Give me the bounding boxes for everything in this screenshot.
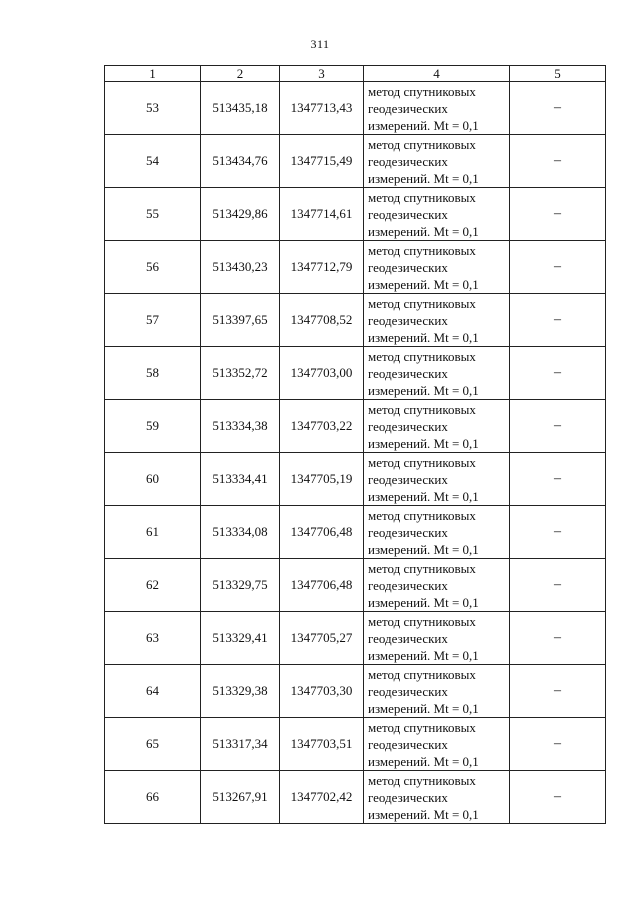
x-coordinate-cell: 513429,86	[201, 188, 280, 241]
method-line-3: измерений. Mt = 0,1	[368, 382, 479, 398]
note-cell: –	[510, 718, 606, 771]
method-line-1: метод спутниковых	[368, 454, 476, 470]
method-line-2: геодезических	[368, 789, 448, 805]
method-line-1: метод спутниковых	[368, 242, 476, 258]
method-line-3: измерений. Mt = 0,1	[368, 806, 479, 822]
point-number-cell: 58	[105, 347, 201, 400]
y-coordinate-cell: 1347702,42	[280, 771, 364, 824]
header-cell-5: 5	[510, 66, 606, 82]
method-line-2: геодезических	[368, 206, 448, 222]
method-line-3: измерений. Mt = 0,1	[368, 117, 479, 133]
method-line-1: метод спутниковых	[368, 83, 476, 99]
method-cell	[364, 400, 510, 453]
table-header	[105, 66, 606, 82]
method-line-3: измерений. Mt = 0,1	[368, 700, 479, 716]
note-cell: –	[510, 771, 606, 824]
y-coordinate-cell: 1347712,79	[280, 241, 364, 294]
coordinates-table	[104, 65, 606, 824]
x-coordinate-cell: 513434,76	[201, 135, 280, 188]
method-line-3: измерений. Mt = 0,1	[368, 170, 479, 186]
method-line-3: измерений. Mt = 0,1	[368, 435, 479, 451]
method-line-1: метод спутниковых	[368, 613, 476, 629]
point-number-cell: 60	[105, 453, 201, 506]
method-cell	[364, 612, 510, 665]
method-cell	[364, 294, 510, 347]
y-coordinate-cell: 1347703,30	[280, 665, 364, 718]
point-number-cell: 53	[105, 82, 201, 135]
point-number-cell: 64	[105, 665, 201, 718]
point-number-cell: 62	[105, 559, 201, 612]
method-line-2: геодезических	[368, 524, 448, 540]
note-cell: –	[510, 294, 606, 347]
method-cell	[364, 771, 510, 824]
method-line-1: метод спутниковых	[368, 348, 476, 364]
y-coordinate-cell: 1347714,61	[280, 188, 364, 241]
x-coordinate-cell: 513329,75	[201, 559, 280, 612]
point-number-cell: 54	[105, 135, 201, 188]
method-cell	[364, 718, 510, 771]
method-cell	[364, 559, 510, 612]
x-coordinate-cell: 513334,38	[201, 400, 280, 453]
method-line-2: геодезических	[368, 630, 448, 646]
method-cell	[364, 506, 510, 559]
method-cell	[364, 347, 510, 400]
header-cell-1: 1	[105, 66, 201, 82]
point-number-cell: 57	[105, 294, 201, 347]
method-line-2: геодезических	[368, 312, 448, 328]
table-row	[105, 294, 606, 347]
table-row	[105, 188, 606, 241]
method-cell	[364, 82, 510, 135]
method-line-2: геодезических	[368, 471, 448, 487]
method-line-1: метод спутниковых	[368, 401, 476, 417]
table-row	[105, 718, 606, 771]
method-line-3: измерений. Mt = 0,1	[368, 753, 479, 769]
y-coordinate-cell: 1347708,52	[280, 294, 364, 347]
method-line-3: измерений. Mt = 0,1	[368, 223, 479, 239]
method-cell	[364, 665, 510, 718]
page-number: 311	[310, 37, 330, 51]
table-row	[105, 665, 606, 718]
x-coordinate-cell: 513267,91	[201, 771, 280, 824]
method-line-3: измерений. Mt = 0,1	[368, 488, 479, 504]
table-row	[105, 241, 606, 294]
y-coordinate-cell: 1347715,49	[280, 135, 364, 188]
method-line-1: метод спутниковых	[368, 295, 476, 311]
method-cell	[364, 241, 510, 294]
y-coordinate-cell: 1347706,48	[280, 506, 364, 559]
method-line-3: измерений. Mt = 0,1	[368, 276, 479, 292]
x-coordinate-cell: 513334,08	[201, 506, 280, 559]
point-number-cell: 63	[105, 612, 201, 665]
point-number-cell: 61	[105, 506, 201, 559]
method-line-3: измерений. Mt = 0,1	[368, 541, 479, 557]
method-cell	[364, 135, 510, 188]
header-cell-3: 3	[280, 66, 364, 82]
x-coordinate-cell: 513317,34	[201, 718, 280, 771]
table-row	[105, 400, 606, 453]
method-line-1: метод спутниковых	[368, 136, 476, 152]
point-number-cell: 65	[105, 718, 201, 771]
method-line-3: измерений. Mt = 0,1	[368, 647, 479, 663]
x-coordinate-cell: 513352,72	[201, 347, 280, 400]
method-line-1: метод спутниковых	[368, 666, 476, 682]
method-line-1: метод спутниковых	[368, 189, 476, 205]
point-number-cell: 56	[105, 241, 201, 294]
table-row	[105, 82, 606, 135]
table-row	[105, 612, 606, 665]
method-line-2: геодезических	[368, 683, 448, 699]
x-coordinate-cell: 513430,23	[201, 241, 280, 294]
note-cell: –	[510, 347, 606, 400]
note-cell: –	[510, 82, 606, 135]
table-row	[105, 506, 606, 559]
y-coordinate-cell: 1347703,22	[280, 400, 364, 453]
x-coordinate-cell: 513329,41	[201, 612, 280, 665]
table-row	[105, 453, 606, 506]
note-cell: –	[510, 612, 606, 665]
note-cell: –	[510, 241, 606, 294]
note-cell: –	[510, 506, 606, 559]
method-line-2: геодезических	[368, 100, 448, 116]
table-body	[105, 82, 606, 824]
method-line-2: геодезических	[368, 365, 448, 381]
x-coordinate-cell: 513435,18	[201, 82, 280, 135]
method-line-3: измерений. Mt = 0,1	[368, 594, 479, 610]
table-row	[105, 135, 606, 188]
point-number-cell: 55	[105, 188, 201, 241]
method-line-2: геодезических	[368, 259, 448, 275]
header-cell-2: 2	[201, 66, 280, 82]
x-coordinate-cell: 513329,38	[201, 665, 280, 718]
method-cell	[364, 188, 510, 241]
method-line-2: геодезических	[368, 418, 448, 434]
point-number-cell: 66	[105, 771, 201, 824]
method-line-1: метод спутниковых	[368, 719, 476, 735]
point-number-cell: 59	[105, 400, 201, 453]
note-cell: –	[510, 400, 606, 453]
method-line-2: геодезических	[368, 153, 448, 169]
note-cell: –	[510, 135, 606, 188]
method-line-1: метод спутниковых	[368, 507, 476, 523]
method-line-3: измерений. Mt = 0,1	[368, 329, 479, 345]
note-cell: –	[510, 453, 606, 506]
method-line-1: метод спутниковых	[368, 560, 476, 576]
note-cell: –	[510, 665, 606, 718]
table-row	[105, 771, 606, 824]
y-coordinate-cell: 1347703,00	[280, 347, 364, 400]
method-line-2: геодезических	[368, 577, 448, 593]
table-row	[105, 559, 606, 612]
y-coordinate-cell: 1347705,19	[280, 453, 364, 506]
note-cell: –	[510, 559, 606, 612]
table-row	[105, 347, 606, 400]
note-cell: –	[510, 188, 606, 241]
y-coordinate-cell: 1347705,27	[280, 612, 364, 665]
x-coordinate-cell: 513397,65	[201, 294, 280, 347]
y-coordinate-cell: 1347703,51	[280, 718, 364, 771]
y-coordinate-cell: 1347706,48	[280, 559, 364, 612]
method-line-2: геодезических	[368, 736, 448, 752]
header-cell-4: 4	[364, 66, 510, 82]
method-line-1: метод спутниковых	[368, 772, 476, 788]
header-row	[105, 66, 606, 82]
x-coordinate-cell: 513334,41	[201, 453, 280, 506]
y-coordinate-cell: 1347713,43	[280, 82, 364, 135]
method-cell	[364, 453, 510, 506]
